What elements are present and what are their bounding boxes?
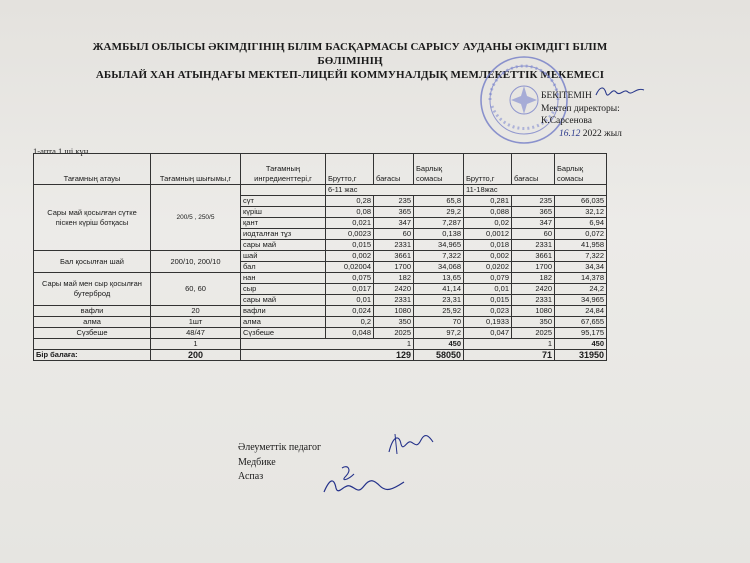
count-price: 1 bbox=[241, 339, 414, 350]
dish-cell: Сары май қосылған сүтке піскен күріш ботқасы bbox=[34, 185, 151, 251]
dish-cell: Бал қосылған шай bbox=[34, 251, 151, 273]
total-cell: 23,31 bbox=[414, 295, 464, 306]
ingredient-cell: алма bbox=[241, 317, 326, 328]
total2-cell: 32,12 bbox=[555, 207, 607, 218]
week-day-label: 1-апта 1 ші күн bbox=[33, 146, 89, 156]
total2-cell: 7,322 bbox=[555, 251, 607, 262]
yield-cell: 200/10, 200/10 bbox=[151, 251, 241, 273]
approval-position: Мектеп директоры: bbox=[541, 103, 620, 114]
total2-cell: 14,378 bbox=[555, 273, 607, 284]
ingredient-cell: иодталған тұз bbox=[241, 229, 326, 240]
table-row bbox=[34, 328, 607, 339]
yield-cell: 200/5 , 250/5 bbox=[151, 185, 241, 251]
ingredient-cell: шай bbox=[241, 251, 326, 262]
brutto-cell: 0,017 bbox=[326, 284, 374, 295]
col-total-2: Барлық сомасы bbox=[555, 154, 607, 185]
signature-block bbox=[238, 441, 321, 485]
price2-cell: 60 bbox=[512, 229, 555, 240]
total-yield: 200 bbox=[151, 350, 241, 361]
col-yield: Тағамның шығымы,г bbox=[151, 154, 241, 185]
brutto-cell: 0,02004 bbox=[326, 262, 374, 273]
col-ingredients: Тағамның ингредиенттері,г bbox=[241, 154, 326, 185]
brutto2-cell: 0,281 bbox=[464, 196, 512, 207]
table-row bbox=[34, 317, 607, 328]
total-cell: 29,2 bbox=[414, 207, 464, 218]
dish-cell: Сары май мен сыр қосылған бутерброд bbox=[34, 273, 151, 306]
price-cell: 2025 bbox=[374, 328, 414, 339]
total-cell: 13,65 bbox=[414, 273, 464, 284]
total-brutto2: 71 bbox=[464, 350, 555, 361]
total-sum: 58050 bbox=[414, 350, 464, 361]
total2-cell: 66,035 bbox=[555, 196, 607, 207]
price-cell: 182 bbox=[374, 273, 414, 284]
ingredient-cell: сары май bbox=[241, 295, 326, 306]
price2-cell: 2331 bbox=[512, 295, 555, 306]
ingredient-cell: күріш bbox=[241, 207, 326, 218]
brutto2-cell: 0,0012 bbox=[464, 229, 512, 240]
empty-cell bbox=[34, 339, 151, 350]
approval-name: К.Сарсенова bbox=[541, 116, 592, 126]
signature-pedagog: Әлеуметтік педагог bbox=[238, 442, 322, 453]
brutto2-cell: 0,01 bbox=[464, 284, 512, 295]
age-group-row bbox=[34, 185, 607, 196]
price-cell: 1080 bbox=[374, 306, 414, 317]
price-cell: 347 bbox=[374, 218, 414, 229]
yield-cell: 1шт bbox=[151, 317, 241, 328]
brutto2-cell: 0,088 bbox=[464, 207, 512, 218]
total-cell: 65,8 bbox=[414, 196, 464, 207]
total-price: 129 bbox=[241, 350, 414, 361]
table-header-row bbox=[34, 154, 607, 185]
ingredient-cell: сары май bbox=[241, 240, 326, 251]
price-cell: 2420 bbox=[374, 284, 414, 295]
brutto-cell: 0,002 bbox=[326, 251, 374, 262]
col-price: бағасы bbox=[374, 154, 414, 185]
brutto-cell: 0,075 bbox=[326, 273, 374, 284]
total-row bbox=[34, 350, 607, 361]
total-cell: 0,138 bbox=[414, 229, 464, 240]
brutto2-cell: 0,015 bbox=[464, 295, 512, 306]
approval-block bbox=[541, 84, 646, 140]
empty-cell bbox=[241, 185, 326, 196]
col-price-2: бағасы bbox=[512, 154, 555, 185]
price2-cell: 182 bbox=[512, 273, 555, 284]
col-total: Барлық сомасы bbox=[414, 154, 464, 185]
ingredient-cell: сүт bbox=[241, 196, 326, 207]
price-cell: 2331 bbox=[374, 240, 414, 251]
total-cell: 7,322 bbox=[414, 251, 464, 262]
price-cell: 350 bbox=[374, 317, 414, 328]
price2-cell: 350 bbox=[512, 317, 555, 328]
total-sum-2: 31950 bbox=[555, 350, 607, 361]
col-brutto: Брутто,г bbox=[326, 154, 374, 185]
table-row bbox=[34, 273, 607, 284]
ingredient-cell: қант bbox=[241, 218, 326, 229]
brutto-cell: 0,28 bbox=[326, 196, 374, 207]
total-cell: 34,965 bbox=[414, 240, 464, 251]
age-group-1: 6-11 жас bbox=[326, 185, 464, 196]
price2-cell: 2025 bbox=[512, 328, 555, 339]
brutto2-cell: 0,047 bbox=[464, 328, 512, 339]
total2-cell: 0,072 bbox=[555, 229, 607, 240]
brutto2-cell: 0,0202 bbox=[464, 262, 512, 273]
count-brutto2: 1 bbox=[464, 339, 555, 350]
col-dish: Тағамның атауы bbox=[34, 154, 151, 185]
brutto-cell: 0,015 bbox=[326, 240, 374, 251]
brutto2-cell: 0,02 bbox=[464, 218, 512, 229]
brutto-cell: 0,048 bbox=[326, 328, 374, 339]
brutto-cell: 0,2 bbox=[326, 317, 374, 328]
total-cell: 7,287 bbox=[414, 218, 464, 229]
brutto2-cell: 0,018 bbox=[464, 240, 512, 251]
price-cell: 60 bbox=[374, 229, 414, 240]
ingredient-cell: нан bbox=[241, 273, 326, 284]
ingredient-cell: вафли bbox=[241, 306, 326, 317]
header-line-1: ЖАМБЫЛ ОБЛЫСЫ ӘКІМДІГІНІҢ БІЛІМ БАСҚАРМАСЫ САРЫСУ АУДАНЫ ӘКІМДІГІ БІЛІМ БӨЛІМІНІҢ bbox=[92, 41, 608, 67]
price2-cell: 347 bbox=[512, 218, 555, 229]
price-cell: 2331 bbox=[374, 295, 414, 306]
col-brutto-2: Брутто,г bbox=[464, 154, 512, 185]
price2-cell: 2331 bbox=[512, 240, 555, 251]
total-label: Бір балаға: bbox=[34, 350, 151, 361]
price2-cell: 365 bbox=[512, 207, 555, 218]
total-cell: 70 bbox=[414, 317, 464, 328]
yield-cell: 60, 60 bbox=[151, 273, 241, 306]
signature-aspaz: Аспаз bbox=[238, 471, 264, 482]
dish-cell: Сүзбеше bbox=[34, 328, 151, 339]
brutto-cell: 0,01 bbox=[326, 295, 374, 306]
total2-cell: 34,34 bbox=[555, 262, 607, 273]
yield-cell: 48/47 bbox=[151, 328, 241, 339]
header-line-2: АБЫЛАЙ ХАН АТЫНДАҒЫ МЕКТЕП-ЛИЦЕЙІ КОММУНАЛДЫҚ МЕМЛЕКЕТТІК МЕКЕМЕСІ bbox=[95, 69, 605, 81]
brutto2-cell: 0,002 bbox=[464, 251, 512, 262]
brutto-cell: 0,0023 bbox=[326, 229, 374, 240]
total2-cell: 95,175 bbox=[555, 328, 607, 339]
brutto-cell: 0,024 bbox=[326, 306, 374, 317]
signature-medbike: Медбике bbox=[238, 456, 276, 468]
menu-table bbox=[33, 153, 607, 361]
brutto2-cell: 0,1933 bbox=[464, 317, 512, 328]
total-cell: 97,2 bbox=[414, 328, 464, 339]
brutto-cell: 0,021 bbox=[326, 218, 374, 229]
price-cell: 365 bbox=[374, 207, 414, 218]
price2-cell: 3661 bbox=[512, 251, 555, 262]
approval-title: БЕКІТЕМІН bbox=[541, 91, 592, 101]
total2-cell: 67,655 bbox=[555, 317, 607, 328]
total-cell: 25,92 bbox=[414, 306, 464, 317]
price-cell: 3661 bbox=[374, 251, 414, 262]
price2-cell: 235 bbox=[512, 196, 555, 207]
price-cell: 1700 bbox=[374, 262, 414, 273]
count-yield: 1 bbox=[151, 339, 241, 350]
age-group-2: 11-18жас bbox=[464, 185, 607, 196]
ingredient-cell: бал bbox=[241, 262, 326, 273]
total-cell: 34,068 bbox=[414, 262, 464, 273]
director-signature-icon bbox=[594, 84, 646, 98]
count-total: 450 bbox=[414, 339, 464, 350]
price2-cell: 2420 bbox=[512, 284, 555, 295]
total2-cell: 24,84 bbox=[555, 306, 607, 317]
count-total2: 450 bbox=[555, 339, 607, 350]
brutto-cell: 0,08 bbox=[326, 207, 374, 218]
table-row bbox=[34, 306, 607, 317]
approval-date-handwritten: 16.12 bbox=[559, 128, 581, 139]
price2-cell: 1080 bbox=[512, 306, 555, 317]
price-cell: 235 bbox=[374, 196, 414, 207]
total2-cell: 41,958 bbox=[555, 240, 607, 251]
total-cell: 41,14 bbox=[414, 284, 464, 295]
ingredient-cell: сыр bbox=[241, 284, 326, 295]
ingredient-cell: Сүзбеше bbox=[241, 328, 326, 339]
brutto2-cell: 0,079 bbox=[464, 273, 512, 284]
pedagog-signature-icon bbox=[385, 430, 435, 458]
approval-date-year: 2022 жыл bbox=[582, 128, 622, 139]
medbike-signature-icon bbox=[318, 462, 408, 500]
total2-cell: 6,94 bbox=[555, 218, 607, 229]
count-row bbox=[34, 339, 607, 350]
yield-cell: 20 bbox=[151, 306, 241, 317]
total2-cell: 24,2 bbox=[555, 284, 607, 295]
dish-cell: вафли bbox=[34, 306, 151, 317]
approval-date bbox=[541, 128, 646, 141]
total2-cell: 34,965 bbox=[555, 295, 607, 306]
price2-cell: 1700 bbox=[512, 262, 555, 273]
brutto2-cell: 0,023 bbox=[464, 306, 512, 317]
table-row bbox=[34, 251, 607, 262]
dish-cell: алма bbox=[34, 317, 151, 328]
